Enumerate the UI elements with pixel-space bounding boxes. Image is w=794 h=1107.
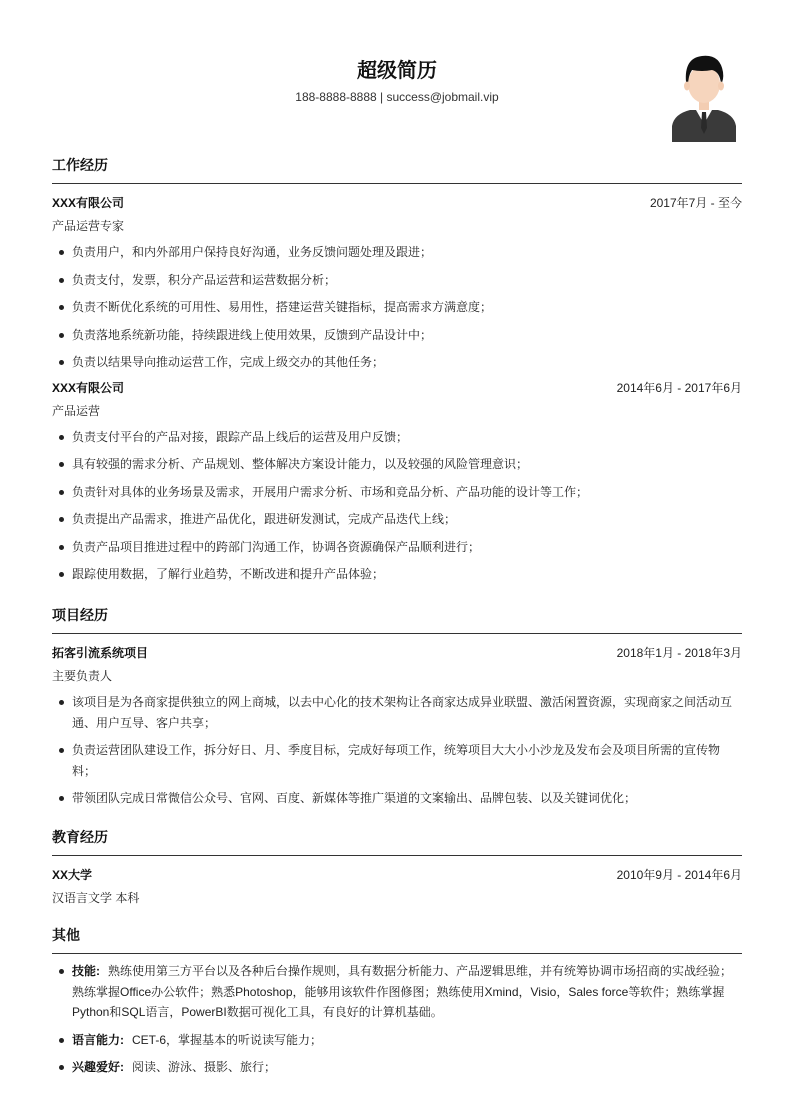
skill-text: 熟练使用第三方平台以及各种后台操作规则，具有数据分析能力、产品逻辑思维，并有统筹协调市场招商的实战经验；熟练掌握Office办公软件；熟悉Photoshop，能够用该软件作图修图；熟练使用Xmind，Visio，Sales force等软件；熟练掌握Python和SQL语言，PowerBI数据可视化工具，有良好的计算机基础。 bbox=[72, 964, 733, 1019]
candidate-name: 超级简历 bbox=[357, 60, 437, 82]
list-item bbox=[52, 1057, 742, 1078]
contact-info: 188-8888-8888 | success@jobmail.vip bbox=[295, 90, 499, 104]
other-section bbox=[52, 925, 742, 1078]
job-title: 产品运营 bbox=[52, 403, 101, 418]
language-label: 语言能力: bbox=[72, 1032, 124, 1047]
list-item: 负责产品项目推进过程中的跨部门沟通工作，协调各资源确保产品顺利进行； bbox=[52, 537, 742, 558]
list-item: 负责落地系统新功能，持续跟进线上使用效果，反馈到产品设计中； bbox=[52, 325, 742, 346]
entry-header bbox=[52, 379, 742, 397]
list-item: 负责针对具体的业务场景及需求，开展用户需求分析、市场和竞品分析、产品功能的设计等工作； bbox=[52, 482, 742, 503]
section-title: 其他 bbox=[52, 925, 742, 954]
skill-label: 技能: bbox=[72, 964, 100, 978]
resume-page bbox=[52, 0, 742, 1074]
date-range: 2018年1月 - 2018年3月 bbox=[616, 646, 742, 660]
list-item: 负责用户，和内外部用户保持良好沟通，业务反馈问题处理及跟进； bbox=[52, 242, 742, 263]
list-item: 具有较强的需求分析、产品规划、整体解决方案设计能力，以及较强的风险管理意识； bbox=[52, 454, 742, 475]
company-name: XXX有限公司 bbox=[52, 380, 125, 395]
hobby-text: 阅读、游泳、摄影、旅行； bbox=[132, 1060, 277, 1074]
education-section bbox=[52, 827, 742, 907]
date-range: 2010年9月 - 2014年6月 bbox=[616, 868, 742, 882]
project-name: 拓客引流系统项目 bbox=[52, 646, 149, 660]
list-item: 带领团队完成日常微信公众号、官网、百度、新媒体等推广渠道的文案输出、品牌包装、以及关键词优化； bbox=[52, 788, 742, 809]
list-item: 负责以结果导向推动运营工作，完成上级交办的其他任务； bbox=[52, 352, 742, 373]
list-item: 负责支付，发票，积分产品运营和运营数据分析； bbox=[52, 270, 742, 291]
date-range: 2014年6月 - 2017年6月 bbox=[616, 380, 742, 395]
language-text: CET-6，掌握基本的听说读写能力； bbox=[132, 1032, 323, 1047]
other-list bbox=[52, 961, 742, 1078]
section-title: 工作经历 bbox=[52, 155, 742, 184]
section-title: 项目经历 bbox=[52, 605, 742, 634]
company-name: XXX有限公司 bbox=[52, 196, 125, 210]
list-item bbox=[52, 961, 742, 1023]
school-name: XX大学 bbox=[52, 868, 93, 882]
degree: 汉语言文学 本科 bbox=[52, 891, 140, 905]
job-title: 产品运营专家 bbox=[52, 219, 125, 233]
entry-header bbox=[52, 194, 742, 212]
date-range: 2017年7月 - 至今 bbox=[649, 196, 742, 210]
hobby-label: 兴趣爱好: bbox=[72, 1060, 124, 1074]
list-item: 负责提出产品需求，推进产品优化，跟进研发测试，完成产品迭代上线； bbox=[52, 509, 742, 530]
list-item: 负责不断优化系统的可用性、易用性，搭建运营关键指标，提高需求方满意度； bbox=[52, 297, 742, 318]
section-title: 教育经历 bbox=[52, 827, 742, 856]
list-item bbox=[52, 1030, 742, 1051]
list-item: 跟踪使用数据，了解行业趋势，不断改进和提升产品体验； bbox=[52, 564, 742, 585]
list-item: 负责支付平台的产品对接，跟踪产品上线后的运营及用户反馈； bbox=[52, 427, 742, 448]
projects-section bbox=[52, 605, 742, 809]
project-detail-list bbox=[52, 692, 742, 809]
avatar bbox=[668, 48, 740, 142]
list-item: 该项目是为各商家提供独立的网上商城，以去中心化的技术架构让各商家达成异业联盟、激活闲置资源，实现商家之间活动互通、用户互导、客户共享； bbox=[52, 692, 742, 733]
list-item: 负责运营团队建设工作，拆分好日、月、季度目标，完成好每项工作，统筹项目大大小小沙龙及发布会及项目所需的宣传物料； bbox=[52, 740, 742, 781]
entry-header bbox=[52, 644, 742, 662]
responsibility-list bbox=[52, 427, 742, 585]
resume-header bbox=[52, 0, 742, 150]
project-role: 主要负责人 bbox=[52, 669, 113, 683]
work-section bbox=[52, 155, 742, 585]
responsibility-list bbox=[52, 242, 742, 373]
entry-header bbox=[52, 866, 742, 884]
